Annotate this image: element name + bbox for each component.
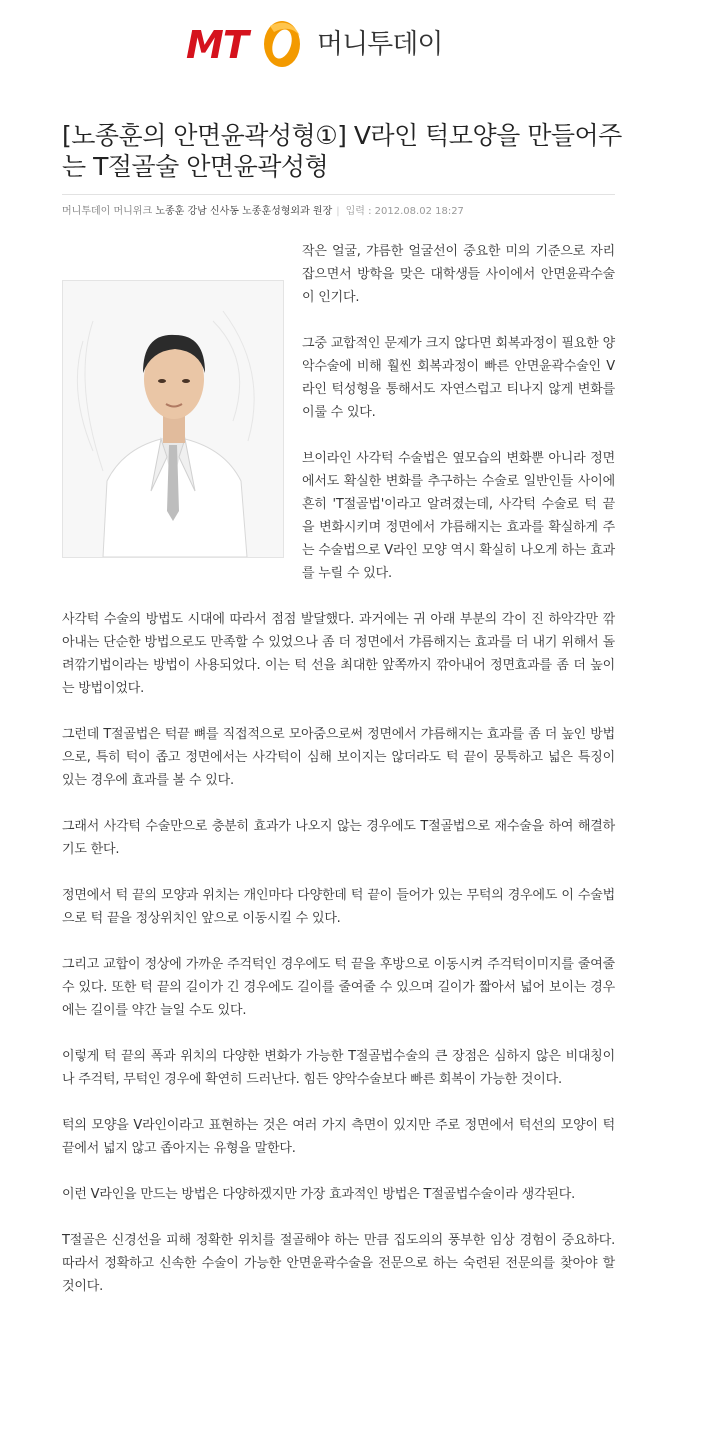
paragraph: 그중 교합적인 문제가 크지 않다면 회복과정이 필요한 양악수술에 비해 훨씬 회복과정이 빠른 안면윤곽수술인 V라인 턱성형을 통해서도 자연스럽고 티나지 않게 변화를 이룰 수 있다. <box>302 336 615 420</box>
site-logo[interactable] <box>186 18 446 70</box>
paragraph: 그리고 교합이 정상에 가까운 주걱턱인 경우에도 턱 끝을 후방으로 이동시켜 주걱턱이미지를 줄여줄 수 있다. 또한 턱 끝의 길이가 긴 경우에도 길이를 줄여줄 수 있으며 길이가 짧아서 넓어 보이는 경우에는 길이를 약간 늘일 수도 있다. <box>62 957 615 1018</box>
paragraph: 턱의 모양을 V라인이라고 표현하는 것은 여러 가지 측면이 있지만 주로 정면에서 턱선의 모양이 턱 끝에서 넓지 않고 좁아지는 유형을 말한다. <box>62 1118 615 1156</box>
paragraph: 이런 V라인을 만드는 방법은 다양하겠지만 가장 효과적인 방법은 T절골법수술이라 생각된다. <box>62 1187 576 1202</box>
paragraph: 작은 얼굴, 갸름한 얼굴선이 중요한 미의 기준으로 자리 잡으면서 방학을 맞은 대학생들 사이에서 안면윤곽수술이 인기다. <box>302 244 615 305</box>
paragraph: 정면에서 턱 끝의 모양과 위치는 개인마다 다양한데 턱 끝이 들어가 있는 무턱의 경우에도 이 수술법으로 턱 끝을 정상위치인 앞으로 이동시킬 수 있다. <box>62 888 615 926</box>
byline-separator: | <box>336 206 340 217</box>
logo-korean-text: 머니투데이 <box>317 29 443 60</box>
paragraph: 그런데 T절골법은 턱끝 뼈를 직접적으로 모아줌으로써 정면에서 갸름해지는 효과를 좀 더 높인 방법으로, 특히 턱이 좁고 정면에서는 사각턱이 심해 보이지는 않더라도 턱 끝이 뭉툭하고 넓은 특징이 있는 경우에 효과를 볼 수 있다. <box>62 727 615 788</box>
article-title: [노종훈의 안면윤곽성형①] V라인 턱모양을 만들어주는 T절골술 안면윤곽성형 <box>62 121 622 181</box>
paragraph: 브이라인 사각턱 수술법은 옆모습의 변화뿐 아니라 정면에서도 확실한 변화를 추구하는 수술로 일반인들 사이에 흔히 'T절골법'이라고 알려졌는데, 사각턱 수술로 턱 끝을 변화시키며 정면에서 갸름해지는 효과를 확실하게 주는 수술법으로 V라인 모양 역시 확실히 나오게 하는 효과를 누릴 수 있다. <box>302 451 615 581</box>
photo-spacer <box>62 240 302 605</box>
byline-date: 입력 : 2012.08.02 18:27 <box>345 206 464 217</box>
paragraph: T절골은 신경선을 피해 정확한 위치를 절골해야 하는 만큼 집도의의 풍부한 임상 경험이 중요하다. 따라서 정확하고 신속한 수술이 가능한 안면윤곽수술을 전문으로 하는 숙련된 전문의를 찾아야 할 것이다. <box>62 1233 615 1294</box>
byline-author: 노종훈 강남 신사동 노종훈성형외과 원장 <box>155 206 333 217</box>
title-divider <box>62 194 615 195</box>
paragraph: 그래서 사각턱 수술만으로 충분히 효과가 나오지 않는 경우에도 T절골법으로 재수술을 하여 해결하기도 한다. <box>62 819 615 857</box>
article-byline <box>62 205 622 219</box>
paragraph: 이렇게 턱 끝의 폭과 위치의 다양한 변화가 가능한 T절골법수술의 큰 장점은 심하지 않은 비대칭이나 주걱턱, 무턱인 경우에 확연히 드러난다. 힘든 양악수술보다 빠른 회복이 가능한 것이다. <box>62 1049 615 1087</box>
byline-outlet: 머니투데이 머니위크 <box>62 206 153 217</box>
article-body <box>62 240 615 1321</box>
logo-o-icon <box>260 18 304 70</box>
paragraph: 사각턱 수술의 방법도 시대에 따라서 점점 발달했다. 과거에는 귀 아래 부분의 각이 진 하악각만 깎아내는 단순한 방법으로도 만족할 수 있었으나 좀 더 정면에서 갸름해지는 효과를 더 내기 위해서 돌려깎기법이라는 방법이 사용되었다. 이는 턱 선을 최대한 앞쪽까지 깎아내어 정면효과를 좀 더 높이는 방법이었다. <box>62 612 615 696</box>
logo-mt-text: MT <box>186 23 248 67</box>
